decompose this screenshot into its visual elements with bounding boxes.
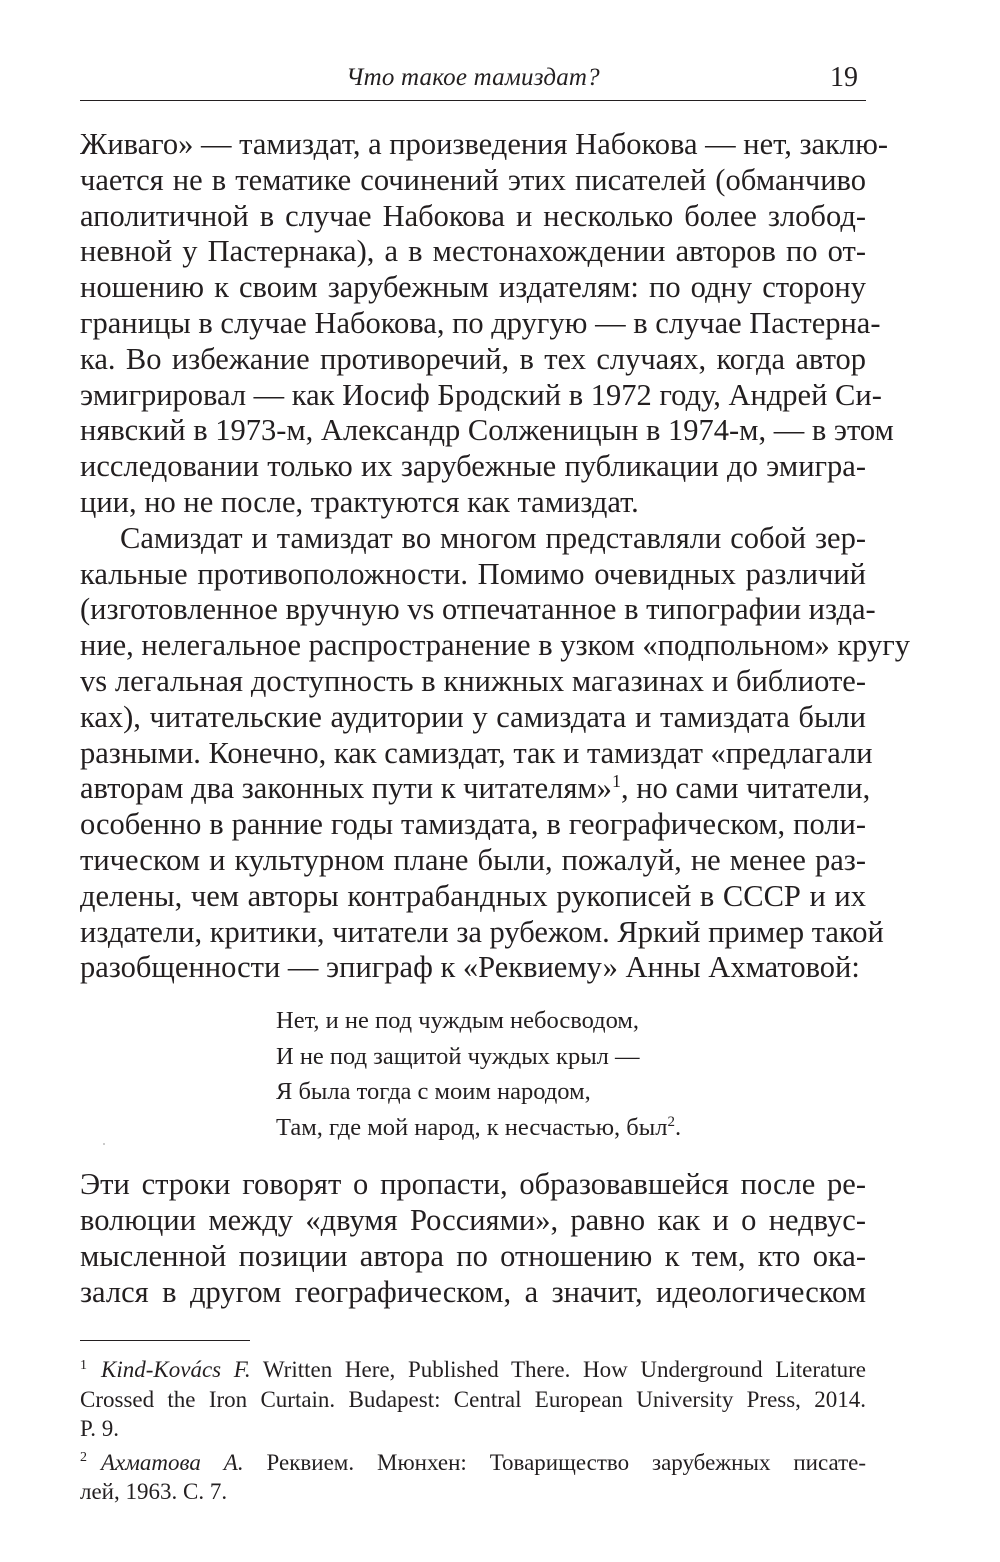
text-line: волюции между «двумя Россиями», равно как и о недвус-: [80, 1202, 866, 1237]
paragraph-3: [80, 1167, 866, 1310]
footnote-number: 2: [80, 1450, 87, 1466]
footnote-line: [80, 1355, 866, 1385]
text-line: делены, чем авторы контрабандных рукописей в СССР и их: [80, 878, 866, 913]
footnote-2: [80, 1448, 866, 1507]
footnote-line: Crossed the Iron Curtain. Budapest: Central European University Press, 2014.: [80, 1386, 866, 1412]
text-line: невной у Пастернака), а в местонахождении авторов по от-: [80, 234, 866, 269]
text-line: Эти строки говорят о пропасти, образовавшейся после ре-: [80, 1167, 866, 1202]
text-line: vs легальная доступность в книжных магазинах и библиоте-: [80, 663, 866, 698]
text-line: чается не в тематике сочинений этих писателей (обманчиво: [80, 162, 866, 197]
verse-line: И не под защитой чуждых крыл —: [276, 1042, 640, 1070]
text-line: мысленной позиции автора по отношению к тем, кто ока-: [80, 1238, 866, 1273]
footnotes: [80, 1355, 866, 1507]
text-line: границы в случае Набокова, по другую — в случае Пастерна-: [80, 305, 881, 340]
paragraph-1: [80, 127, 894, 521]
text-line: аполитичной в случае Набокова и несколько более злобод-: [80, 198, 866, 233]
footnote-text: Реквием. Мюнхен: Товарищество зарубежных писате-: [243, 1449, 867, 1475]
running-header: [80, 62, 866, 101]
epigraph-verse: [276, 1003, 866, 1145]
text-line: разными. Конечно, как самиздат, так и тамиздат «предлагали: [80, 735, 873, 770]
text-line: кальные противоположности. Помимо очевидных различий: [80, 556, 866, 591]
text-line-with-footnote: [80, 771, 871, 807]
text-line: исследовании только их зарубежные публикации до эмигра-: [80, 449, 866, 484]
page-number: 19: [830, 62, 858, 93]
scan-speck: [103, 1143, 105, 1145]
text-line: разобщенности — эпиграф к «Реквиему» Анны Ахматовой:: [80, 950, 860, 985]
text-line: ках), читательские аудитории у самиздата и тамиздата были: [80, 699, 866, 734]
book-page: [80, 62, 910, 1507]
body-text: [80, 127, 910, 1310]
verse-line: Я была тогда с моим народом,: [276, 1078, 591, 1106]
footnote-text: Written Here, Published There. How Underground Literature: [250, 1357, 866, 1383]
text-line: Самиздат и тамиздат во многом представляли собой зер-: [120, 520, 866, 555]
text-line: Живаго» — тамиздат, а произведения Набокова — нет, заклю-: [80, 127, 889, 161]
running-title: Что такое тамиздат?: [346, 64, 600, 91]
verse-line-with-footnote: [276, 1110, 866, 1146]
text-line: нявский в 1973-м, Александр Солженицын в 1974-м, — в этом: [80, 413, 894, 448]
footnote-1: [80, 1355, 866, 1444]
text-line: эмигрировал — как Иосиф Бродский в 1972 году, Андрей Си-: [80, 377, 882, 412]
text-line: тическом и культурном плане были, пожалуй, не менее раз-: [80, 842, 866, 877]
verse-fragment: .: [674, 1113, 682, 1141]
footnote-author: Ахматова А.: [101, 1449, 244, 1475]
footnote-line: P. 9.: [80, 1416, 119, 1442]
footnote-number: 1: [80, 1357, 87, 1373]
paragraph-2: [80, 520, 910, 986]
footnote-author: Kind-Kovács F.: [101, 1357, 251, 1383]
text-line: ношению к своим зарубежным издателям: по одну сторону: [80, 270, 866, 305]
text-fragment: авторам два законных пути к читателям»: [80, 771, 612, 806]
footnote-reference-1[interactable]: 1: [611, 771, 621, 792]
text-line: ние, нелегальное распространение в узком «подпольном» кругу: [80, 628, 910, 663]
text-line: особенно в ранние годы тамиздата, в географическом, поли-: [80, 807, 866, 842]
footnote-divider: [80, 1340, 250, 1341]
footnote-line: [80, 1448, 866, 1478]
text-fragment: , но сами читатели,: [620, 771, 871, 806]
text-line: издатели, критики, читатели за рубежом. Яркий пример такой: [80, 914, 884, 949]
text-line: ции, но не после, трактуются как тамиздат.: [80, 484, 639, 519]
verse-fragment: Там, где мой народ, к несчастью, был: [276, 1113, 668, 1141]
text-line: ка. Во избежание противоречий, в тех случаях, когда автор: [80, 341, 866, 376]
footnote-reference-2[interactable]: 2: [667, 1113, 675, 1130]
text-line: (изготовленное вручную vs отпечатанное в типографии изда-: [80, 592, 876, 627]
footnote-line: лей, 1963. С. 7.: [80, 1479, 228, 1505]
verse-line: Нет, и не под чуждым небосводом,: [276, 1007, 640, 1035]
text-line: зался в другом географическом, а значит, идеологическом: [80, 1274, 866, 1309]
